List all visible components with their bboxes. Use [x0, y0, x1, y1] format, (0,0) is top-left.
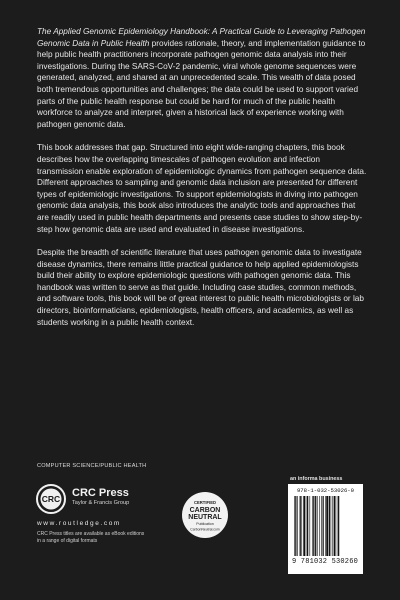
- carbon-neutral-icon: [180, 490, 230, 540]
- book-title: The Applied Genomic Epidemiology Handbook: A Practical Guide to Leveraging Pathogen Genomic Data in Public Health: [37, 27, 366, 48]
- blurb-paragraph-2: This book addresses that gap. Structured into eight wide-ranging chapters, this book describes how the overlapping timescales of pathogen evolution and infection transmission enable exploration of epidemiologic dynamics from pathogen sequence data. Different approaches to sampling and genomic data inclusion are presented for different types of epidemiologic investigations. To support epidemiologists in diving into pathogen genomic data analysis, this book also introduces the analytic tools and approaches that are readily used in public health departments and presents case studies to show step-by-step how genomic data are used and evaluated in disease investigations.: [37, 143, 367, 234]
- crc-logo-icon: [36, 484, 66, 514]
- isbn-number: 978-1-032-53026-0: [296, 487, 355, 494]
- carbon-line-5: CarbonNeutral.com: [190, 527, 220, 532]
- barcode-panel: [288, 484, 363, 574]
- carbon-line-3: NEUTRAL: [188, 514, 222, 521]
- publisher-block: [72, 487, 129, 507]
- publisher-group: Taylor & Francis Group: [72, 500, 130, 506]
- ebook-notice: CRC Press titles are available as eBook editions in a range of digital formats: [37, 531, 145, 544]
- blurb-paragraph-1-text: provides rationale, theory, and implementation guidance to help public health practitioners incorporate pathogen genomic data analysis into their investigations. During the SARS-CoV-2 pandemic, viral whole genome sequences were generated, analyzed, and shared at an unprecedented scale. This wealth of data posed both tremendous opportunities and challenges; the data could be used to support varied parts of the public health response but could be hard for much of the public health workforce to analyze and interpret, given a historical lack of experience working with pathogen genomic data.: [37, 38, 366, 129]
- blurb-paragraph-1: [37, 26, 367, 130]
- barcode-digits: 9 781032 530260: [292, 558, 359, 566]
- carbon-line-1: CERTIFIED: [193, 500, 217, 505]
- carbon-line-4: Publication: [196, 522, 214, 526]
- publisher-website: www.routledge.com: [37, 520, 121, 527]
- barcode-icon: [294, 496, 360, 556]
- publisher-name: CRC Press: [72, 487, 129, 499]
- informa-tagline: an informa business: [290, 476, 343, 482]
- carbon-line-2: CARBON: [189, 507, 221, 514]
- blurb-paragraph-3: Despite the breadth of scientific literature that uses pathogen genomic data to investigate disease dynamics, there remains little practical guidance to help applied epidemiologists build their ability to explore epidemiologic questions with pathogen genomic data. This handbook was written to serve as that guide. Including case studies, common methods, and software tools, this book will be of great interest to public health microbiologists or lab directors, bioinformaticians, epidemiologists, health officers, and academics, as well as students working in a public health context.: [37, 248, 364, 327]
- crc-logo-text: CRC: [41, 494, 61, 505]
- back-cover-blurb: [37, 26, 367, 340]
- subject-category: COMPUTER SCIENCE/PUBLIC HEALTH: [37, 463, 147, 469]
